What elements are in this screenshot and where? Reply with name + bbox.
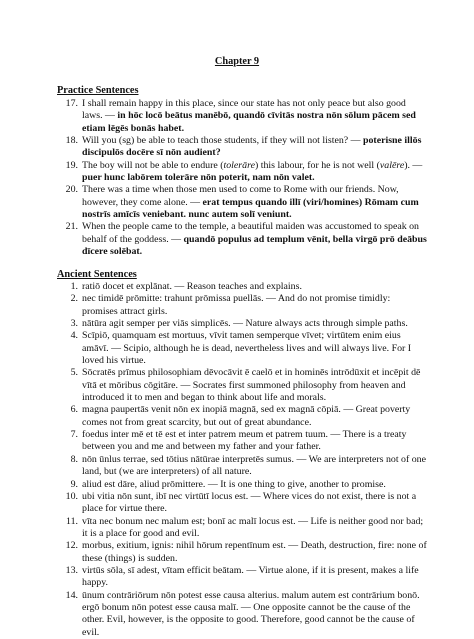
ancient-item <box>57 293 427 318</box>
item-number: 4. <box>70 330 78 342</box>
practice-sentences-list <box>57 98 427 258</box>
english-sentence: ) this labour, for he is not well ( <box>254 159 380 171</box>
practice-item-17 <box>57 98 427 135</box>
ancient-item <box>57 454 427 479</box>
sentence-text: vīta nec bonum nec malum est; bonī ac malī locus est. — Life is neither good nor bad; it is a place for good and evil. <box>82 515 424 539</box>
item-number: 8. <box>70 453 78 465</box>
item-number: 6. <box>70 404 78 416</box>
latin-translation: in hōc locō beātus manēbō, quandō cīvitās nostra nōn sōlum pācem sed etiam lēgēs bonās habet. <box>82 110 416 134</box>
english-sentence: I shall remain happy in this place, since our state has not only peace but also good laws. — <box>82 98 406 122</box>
sentence-text: Sōcratēs prīmus philosophiam dēvocāvit ē caelō et in hominēs intrōdūxit et incēpit dē vītā et mōribus cōgitāre. — Socrates first summoned philosophy from heaven and introduced it to men and began to think about life and morals. <box>82 367 421 404</box>
latin-translation: erat tempus quando illī (viri/homines) Rōmam cum nostrīs amīcīs veniebant. nunc autem solī veniunt. <box>82 196 419 221</box>
english-sentence: The boy will not be able to endure ( <box>82 159 224 171</box>
latin-translation: quandō populus ad templum vēnit, bella virgō prō deābus dīcere solēbat. <box>82 233 427 258</box>
item-number: 17. <box>65 98 78 109</box>
ancient-item <box>57 404 427 429</box>
item-number: 19. <box>65 159 78 171</box>
english-sentence: There was a time when those men used to come to Rome with our friends. Now, however, they come alone. — <box>82 184 399 208</box>
ancient-item <box>57 429 427 454</box>
ancient-item <box>57 318 427 330</box>
ancient-item <box>57 565 427 590</box>
practice-sentences-heading: Practice Sentences <box>57 85 139 96</box>
item-number: 10. <box>65 490 78 502</box>
latin-translation: puer hunc labōrem tolerāre nōn poterit, nam nōn valet. <box>82 172 315 184</box>
item-number: 5. <box>70 367 78 379</box>
sentence-text: morbus, exitium, ignis: nihil hōrum repentīnum est. — Death, destruction, fire: none of these (things) is sudden. <box>82 540 427 564</box>
item-number: 11. <box>66 515 78 527</box>
sentence-text: ūnum contrāriōrum nōn potest esse causa alterius. malum autem est contrārium bonō. ergō bonum nōn potest esse causa malī. — One opposite cannot be the cause of the other. Evil, however, is the opposite to good. Therefore, good cannot be the cause of evil. <box>82 589 420 638</box>
practice-item-21 <box>57 221 427 258</box>
sentence-text: nec timidē prōmitte: trahunt prōmissa puellās. — And do not promise timidly: promises attract girls. <box>82 293 391 317</box>
sentence-text: virtūs sōla, sī adest, vītam efficit beātam. — Virtue alone, if it is present, makes a life happy. <box>82 564 419 589</box>
ancient-item <box>57 367 427 404</box>
item-number: 18. <box>65 135 78 147</box>
practice-item-20 <box>57 184 427 221</box>
latin-gloss: valēre <box>379 159 405 171</box>
item-number: 2. <box>70 293 78 305</box>
sentence-text: Scīpiō, quamquam est mortuus, vīvit tamen semperque vīvet; virtūtem enim eius amāvī. — Scipio, although he is dead, nevertheless lives and will always live. For I loved his virtue. <box>82 330 412 367</box>
item-number: 13. <box>65 564 78 576</box>
ancient-sentences-heading: Ancient Sentences <box>57 269 137 280</box>
sentence-text: ubi vitia nōn sunt, ibī nec virtūtī locus est. — Where vices do not exist, there is not a place for virtue there. <box>82 490 417 515</box>
ancient-item <box>57 516 427 541</box>
item-number: 9. <box>70 478 78 490</box>
item-number: 14. <box>65 589 78 601</box>
ancient-item <box>57 330 427 367</box>
english-sentence: ). — <box>404 159 423 171</box>
ancient-sentences-list <box>57 281 427 639</box>
item-number: 1. <box>70 281 78 292</box>
item-number: 20. <box>65 184 78 196</box>
sentence-text: foedus inter mē et tē est et inter patrem meum et patrem tuum. — There is a treaty between you and me and between my father and your father. <box>82 429 407 453</box>
item-number: 7. <box>70 429 78 441</box>
english-sentence: When the people came to the temple, a beautiful maiden was accustomed to speak on behalf of the goddess. — <box>82 221 419 245</box>
sentence-text: aliud est dāre, aliud prōmittere. — It is one thing to give, another to promise. <box>82 478 386 490</box>
latin-gloss: tolerāre <box>223 159 255 171</box>
practice-item-19 <box>57 160 427 185</box>
ancient-item <box>57 479 427 491</box>
item-number: 21. <box>65 221 78 233</box>
chapter-title: Chapter 9 <box>214 56 260 67</box>
ancient-item <box>57 540 427 565</box>
ancient-item <box>57 491 427 516</box>
sentence-text: ratiō docet et explānat. — Reason teaches and explains. <box>82 281 302 292</box>
english-sentence: Will you (sg) be able to teach those students, if they will not listen? — <box>82 135 363 147</box>
sentence-text: nātūra agit semper per viās simplicēs. — Nature always acts through simple paths. <box>82 318 408 330</box>
item-number: 12. <box>65 540 78 552</box>
sentence-text: nōn ūnlus terrae, sed tōtius nātūrae interpretēs sumus. — We are interpreters not of one land, but (we are interpreters) of all nature. <box>82 453 426 478</box>
item-number: 3. <box>70 318 78 330</box>
latin-translation: poterisne illōs discipulōs docēre sī nōn audient? <box>82 135 422 159</box>
ancient-item <box>57 281 427 293</box>
ancient-item <box>57 590 427 639</box>
practice-item-18 <box>57 135 427 160</box>
sentence-text: magna paupertās venit nōn ex inopiā magnā, sed ex magnā cōpiā. — Great poverty comes not from great scarcity, but out of great abundance. <box>82 404 411 428</box>
